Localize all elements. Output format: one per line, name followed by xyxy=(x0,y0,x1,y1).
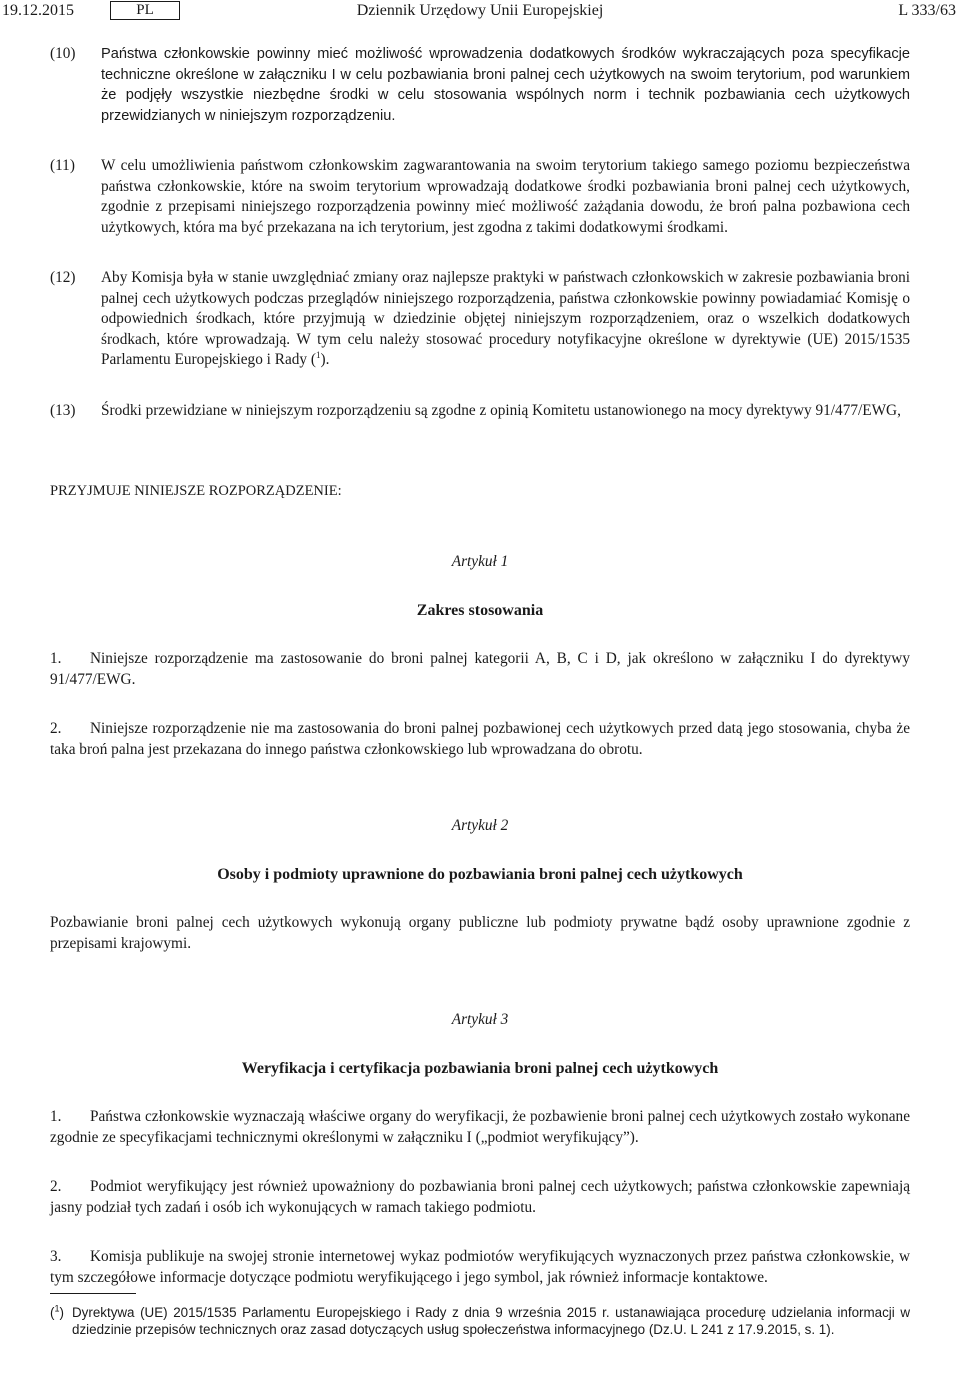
paragraph-text: Państwa członkowskie wyznaczają właściwe organy do weryfikacji, że pozbawienie broni palnej cech użytkowych zostało wykonane zgodnie ze specyfikacjami technicznymi określonymi w załączniku I („podmiot weryfikujący”). xyxy=(50,1108,910,1146)
recital-12 xyxy=(50,268,910,371)
recital-number: (11) xyxy=(50,157,75,174)
recital-number: (10) xyxy=(50,45,76,62)
paragraph-number: 3. xyxy=(50,1248,62,1265)
page-header xyxy=(0,0,960,26)
footnote-marker-close: ) xyxy=(59,1305,64,1320)
page-reference: L 333/63 xyxy=(898,2,956,19)
article-2-heading: Osoby i podmioty uprawnione do pozbawiania broni palnej cech użytkowych xyxy=(217,866,743,883)
paragraph-text: Niniejsze rozporządzenie ma zastosowanie do broni palnej kategorii A, B, C i D, jak określono w załączniku I do dyrektywy 91/477/EWG. xyxy=(50,650,910,688)
adoption-formula: PRZYJMUJE NINIEJSZE ROZPORZĄDZENIE: xyxy=(50,483,342,499)
paragraph-text: Niniejsze rozporządzenie nie ma zastosowania do broni palnej pozbawionej cech użytkowych przed datą jego stosowania, chyba że taka broń palna jest przekazana do innego państwa członkowskiego lub wprowadzana do obrotu. xyxy=(50,720,910,758)
paragraph-text: Komisja publikuje na swojej stronie internetowej wykaz podmiotów weryfikujących wyznaczonych przez państwa członkowskie, w tym szczegółowe informacje dotyczące podmiotu weryfikującego i jego symbol, jak również informacje kontaktowe. xyxy=(50,1248,910,1286)
paragraph-text: Podmiot weryfikujący jest również upoważniony do pozbawiania broni palnej cech użytkowych; państwa członkowskie zapewniają jasny podział tych zadań i osób ich wykonujących w ramach takiego podmiotu. xyxy=(50,1178,910,1216)
recital-text xyxy=(101,268,910,371)
paragraph-number: 1. xyxy=(50,650,62,667)
article-1-title: Artykuł 1 xyxy=(451,553,509,570)
recital-11 xyxy=(50,156,910,238)
article-2-paragraph: Pozbawianie broni palnej cech użytkowych wykonują organy publiczne lub podmioty prywatne bądź osoby uprawnione zgodnie z przepisami krajowymi. xyxy=(50,914,910,952)
recital-10 xyxy=(50,44,910,126)
article-3-heading: Weryfikacja i certyfikacja pozbawiania broni palnej cech użytkowych xyxy=(241,1060,719,1077)
footnote-text: Dyrektywa (UE) 2015/1535 Parlamentu Europejskiego i Rady z dnia 9 września 2015 r. ustanawiająca procedurę udzielania informacji w dziedzinie przepisów technicznych oraz zasad dotyczących usług społeczeństwa informacyjnego (Dz.U. L 241 z 17.9.2015, s. 1). xyxy=(72,1305,910,1337)
recital-text: W celu umożliwienia państwom członkowskim zagwarantowania na swoim terytorium takiego samego poziomu bezpieczeństwa państwa członkowskie, które na swoim terytorium wprowadzają dodatkowe środki pozbawiania broni palnej cech użytkowych, zgodnie z przepisami niniejszego rozporządzenia powinny mieć możliwość zażądania dowodu, że broń palna pozbawiona cech użytkowych, która ma być przekazana na ich terytorium, jest zgodna z takimi dodatkowymi środkami. xyxy=(101,157,910,236)
article-3-paragraph-3 xyxy=(50,1247,910,1288)
article-3-paragraph-2 xyxy=(50,1177,910,1218)
paragraph-number: 2. xyxy=(50,720,62,737)
document-body xyxy=(50,44,910,1338)
article-1-heading: Zakres stosowania xyxy=(416,602,544,619)
recital-text-body: Aby Komisja była w stanie uwzględniać zmiany oraz najlepsze praktyki w państwach członkowskich w zakresie pozbawiania broni palnej cech użytkowych podczas przeglądów niniejszego rozporządzenia, państwa członkowskie powinny powiadamiać Komisję o odpowiednich środkach, które przyjmują w dziedzinie objętej niniejszym rozporządzeniem, oraz o wszelkich dodatkowych środkach, które wprowadzają. W tym celu należy stosować procedury notyfikacyjne określone w dyrektywie (UE) 2015/1535 Parlamentu Europejskiego i Rady ( xyxy=(101,269,910,368)
footnote-marker-open: ( xyxy=(50,1305,55,1320)
article-3-paragraph-1 xyxy=(50,1107,910,1148)
footnote-marker-number: 1 xyxy=(54,1303,60,1314)
recital-number: (13) xyxy=(50,401,76,419)
journal-title: Dziennik Urzędowy Unii Europejskiej xyxy=(356,2,604,19)
article-1-paragraph-2 xyxy=(50,719,910,760)
article-3-title: Artykuł 3 xyxy=(451,1011,509,1028)
recital-text-end: ). xyxy=(320,351,330,368)
paragraph-number: 1. xyxy=(50,1108,62,1125)
publication-date: 19.12.2015 xyxy=(2,2,74,19)
recital-text: Środki przewidziane w niniejszym rozporządzeniu są zgodne z opinią Komitetu ustanowionego na mocy dyrektywy 91/477/EWG, xyxy=(101,401,901,419)
footnote-1 xyxy=(50,1304,910,1338)
footnote-reference[interactable]: 1 xyxy=(315,349,321,360)
paragraph-number: 2. xyxy=(50,1178,62,1195)
footnote-marker xyxy=(50,1304,72,1338)
recital-text: Państwa członkowskie powinny mieć możliwość wprowadzenia dodatkowych środków wykraczających poza specyfikacje techniczne określone w załączniku I w celu pozbawiania broni palnej cech użytkowych na swoim terytorium, pod warunkiem że podjęły wszystkie niezbędne środki w celu stosowania wspólnych norm i technik pozbawiania cech użytkowych przewidzianych w niniejszym rozporządzeniu. xyxy=(101,46,910,124)
language-badge: PL xyxy=(110,1,180,20)
article-1-paragraph-1 xyxy=(50,649,910,690)
footnote-separator xyxy=(50,1293,136,1294)
article-2-title: Artykuł 2 xyxy=(451,817,509,834)
recital-13 xyxy=(50,401,910,422)
recital-number: (12) xyxy=(50,269,76,286)
